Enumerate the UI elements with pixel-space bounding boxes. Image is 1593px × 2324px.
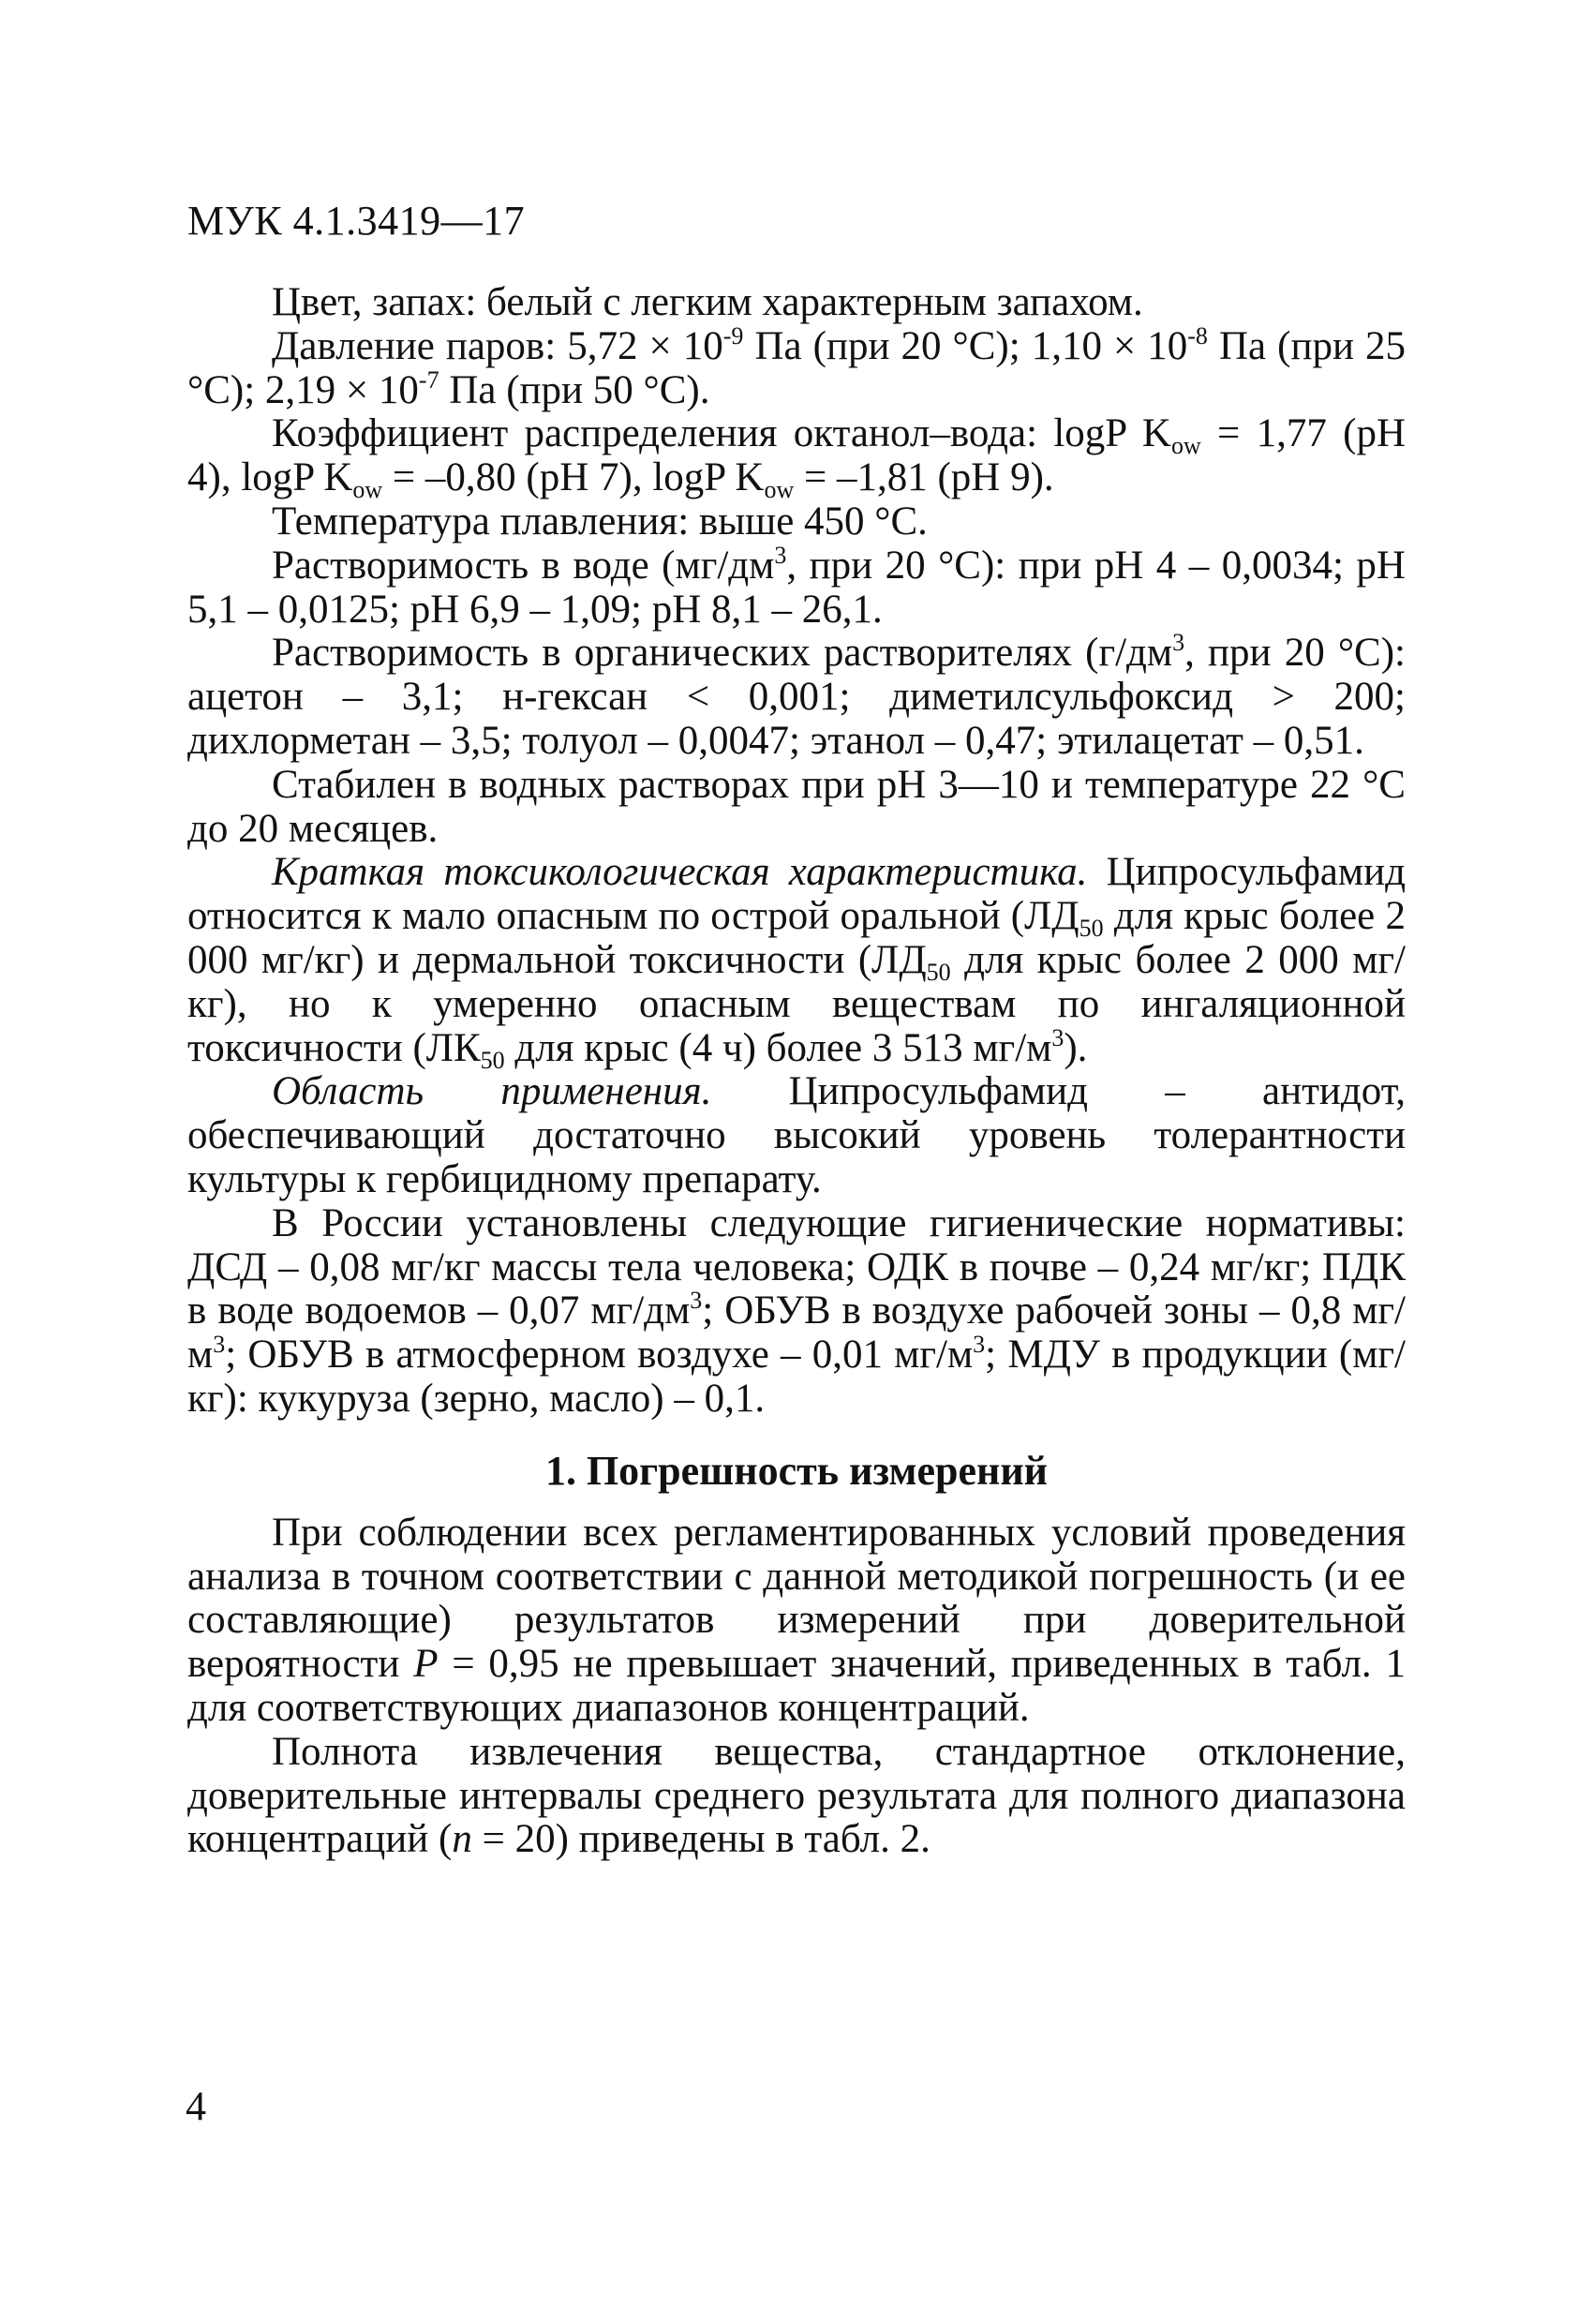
color-odor-paragraph: Цвет, запах: белый с легким характерным запахом. [272, 280, 1143, 324]
toxicology-paragraph: Краткая токсикологическая характеристика. Ципросульфамид относится к мало опасным по острой оральной ($ЛД_{50}$ для крыс более 2 000 мг/кг) и дермальной токсичности ($ЛД_{50}$ для крыс более 2 000 мг/кг), но к умеренно опасным веществам по ингаляционной токсичности ($ЛК_{50}$ для крыс (4 ч) более 3 513 $мг/м^3$). [187, 850, 1407, 1074]
water-solubility-paragraph: Растворимость в воде ($мг/дм^3$, при 20 °С): при pH 4 – 0,0034; pH 5,1 – 0,0125; pH 6,9 – 1,09; pH 8,1 – 26,1. [187, 541, 1406, 632]
measurement-error-paragraph: При соблюдении всех регламентированных условий проведения анализа в точном соответствии с данной методикой погрешность (и ее составляющие) результатов измерений при доверительной вероятности P = 0,95 не превышает значений, приведенных в табл. 1 для соответствующих диапазонов концентраций. [187, 1510, 1407, 1730]
stability-paragraph: Стабилен в водных растворах при pH 3—10 и температуре 22 °С до 20 месяцев. [187, 762, 1406, 851]
melting-point-paragraph: Температура плавления: выше 450 °С. [272, 499, 928, 544]
organic-solubility-paragraph: Растворимость в органических растворителях ($г/дм^3$, при 20 °С): ацетон – 3,1; н-гексан < 0,001; диметилсульфоксид > 200; дихлорметан – 3,5; толуол – 0,0047; этанол – 0,47; этилацетат – 0,51. [187, 629, 1407, 763]
recovery-paragraph: Полнота извлечения вещества, стандартное отклонение, доверительные интервалы среднего результата для полного диапазона концентраций (n = 20) приведены в табл. 2. [187, 1729, 1406, 1862]
toxicology-lead-in: Краткая токсикологическая характеристика. [272, 850, 1088, 895]
partition-coefficient-paragraph: Коэффициент распределения октанол–вода: logP $K_{ow} = 1,77$ (pH 4), logP $K_{ow} = -0,80$ (pH 7), logP $K_{ow} = -1,81$ (pH 9). [187, 411, 1406, 504]
scope-lead-in: Область применения. [272, 1069, 712, 1114]
scope-paragraph: Область применения. Ципросульфамид – антидот, обеспечивающий достаточно высокий уровень толерантности культуры к гербицидному препарату. [187, 1069, 1406, 1201]
hygiene-norms-paragraph: В России установлены следующие гигиенические нормативы: ДСД – 0,08 мг/кг массы тела человека; ОДК в почве – 0,24 мг/кг; ПДК в воде водоемов – 0,07 $мг/дм^3$; ОБУВ в воздухе рабочей зоны – 0,8 $мг/м^3$; ОБУВ в атмосферном воздухе – 0,01 $мг/м^3$; МДУ в продукции (мг/кг): кукуруза (зерно, масло) – 0,1. [187, 1200, 1406, 1421]
vapor-pressure-paragraph: Давление паров: $5,72 \times 10^{-9}$ Па (при 20 °С); $1,10 \times 10^{-8}$ Па (при 25 °С); $2,19 \times 10^{-7}$ Па (при 50 °С). [187, 321, 1407, 412]
section-heading: 1. Погрешность измерений [544, 1447, 1049, 1494]
document-body [187, 281, 1406, 1862]
page-number: 4 [186, 2083, 206, 2129]
document-code-header: МУК 4.1.3419—17 [187, 198, 526, 244]
